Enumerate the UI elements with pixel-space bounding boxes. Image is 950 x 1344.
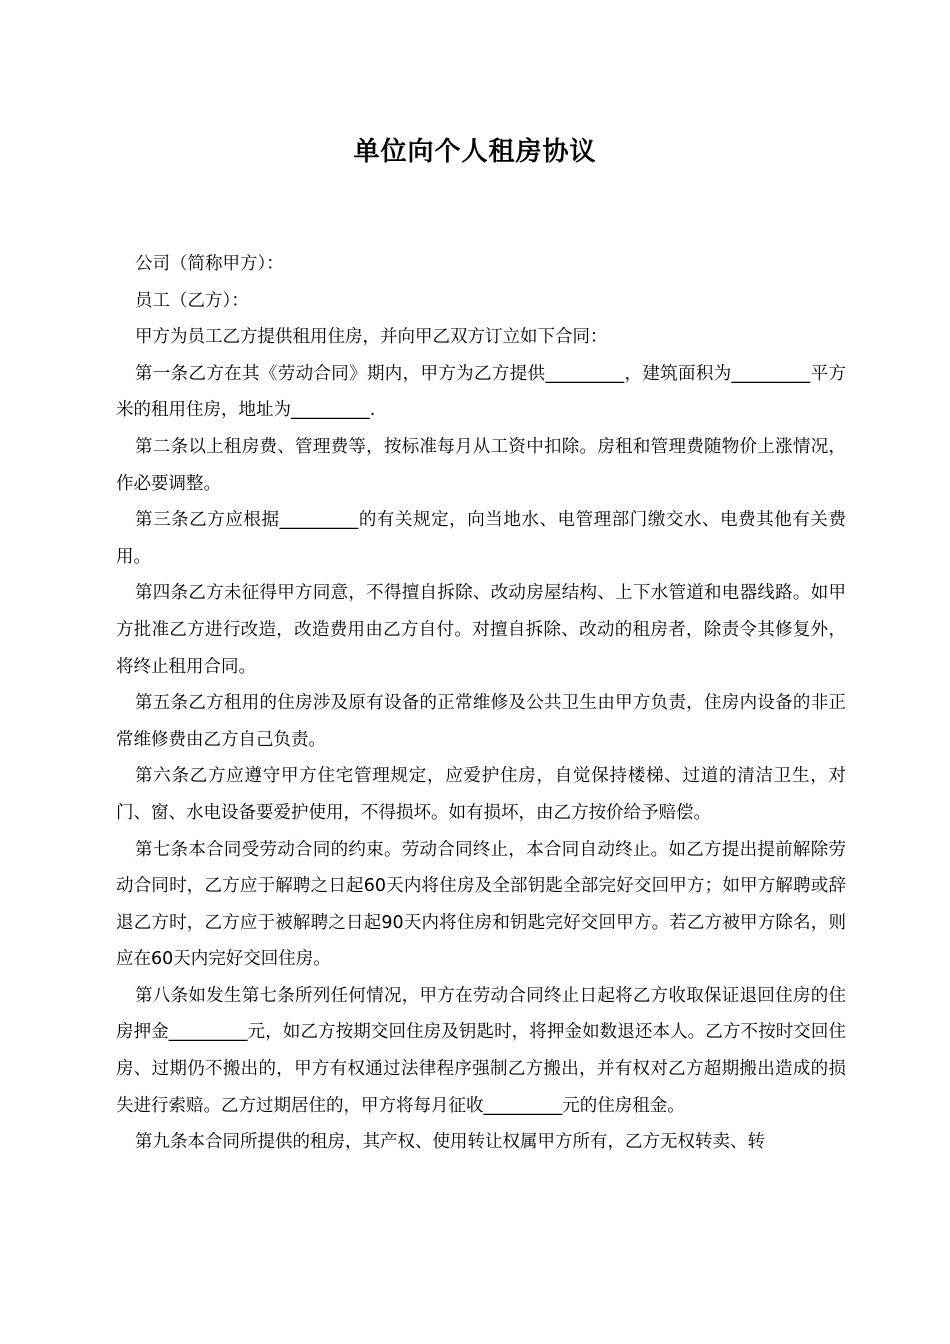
document-body bbox=[116, 246, 846, 1161]
article-8: 第八条如发生第七条所列任何情况，甲方在劳动合同终止日起将乙方收取保证退回住房的住房押金_________元，如乙方按期交回住房及钥匙时，将押金如数退还本人。乙方不按时交回住房、过期仍不搬出的，甲方有权通过法律程序强制乙方搬出，并有权对乙方超期搬出造成的损失进行索赔。乙方过期居住的，甲方将每月征收_________元的住房租金。 bbox=[116, 985, 846, 1116]
document-title: 单位向个人租房协议 bbox=[353, 137, 597, 167]
article-5: 第五条乙方租用的住房涉及原有设备的正常维修及公共卫生由甲方负责，住房内设备的非正常维修费由乙方自己负责。 bbox=[116, 693, 846, 750]
article-2: 第二条以上租房费、管理费等，按标准每月从工资中扣除。房租和管理费随物价上涨情况，作必要调整。 bbox=[116, 436, 846, 494]
article-6: 第六条乙方应遵守甲方住宅管理规定，应爱护住房，自觉保持楼梯、过道的清洁卫生，对门、窗、水电设备要爱护使用，不得损坏。如有损坏，由乙方按价给予赔偿。 bbox=[116, 766, 846, 823]
party-b-line: 员工（乙方）： bbox=[135, 290, 249, 311]
article-1: 第一条乙方在其《劳动合同》期内，甲方为乙方提供_________，建筑面积为_________平方米的租用住房，地址为_________. bbox=[116, 363, 846, 421]
article-7: 第七条本合同受劳动合同的约束。劳动合同终止，本合同自动终止。如乙方提出提前解除劳动合同时，乙方应于解聘之日起60天内将住房及全部钥匙全部完好交回甲方；如甲方解聘或辞退乙方时，乙方应于被解聘之日起90天内将住房和钥匙完好交回甲方。若乙方被甲方除名，则应在60天内完好交回住房。 bbox=[116, 839, 846, 970]
party-a-line: 公司（简称甲方）： bbox=[135, 254, 284, 274]
article-3: 第三条乙方应根据_________的有关规定，向当地水、电管理部门缴交水、电费其他有关费用。 bbox=[116, 510, 846, 567]
article-4: 第四条乙方未征得甲方同意，不得擅自拆除、改动房屋结构、上下水管道和电器线路。如甲方批准乙方进行改造，改造费用由乙方自付。对擅自拆除、改动的租房者，除责令其修复外，将终止租用合同。 bbox=[116, 583, 846, 677]
preamble: 甲方为员工乙方提供租用住房，并向甲乙双方订立如下合同： bbox=[135, 327, 608, 348]
article-9: 第九条本合同所提供的租房，其产权、使用转让权属甲方所有，乙方无权转卖、转 bbox=[135, 1132, 765, 1153]
